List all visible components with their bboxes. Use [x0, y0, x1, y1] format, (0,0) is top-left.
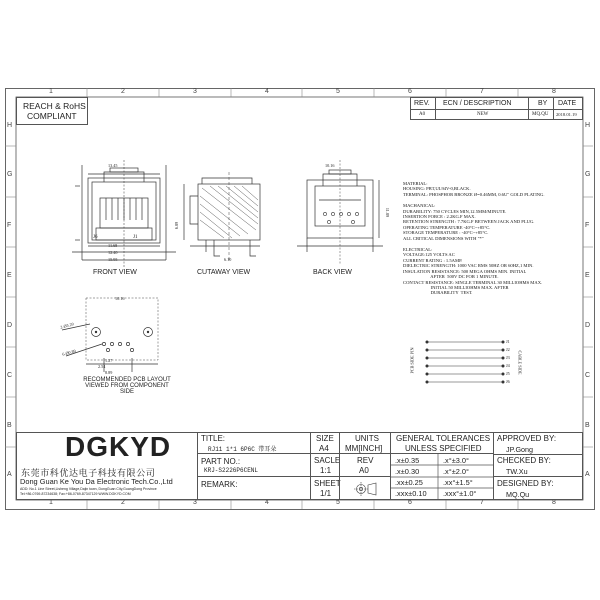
- cutaway-view-caption: CUTAWAY VIEW: [197, 269, 251, 276]
- spec-mechanical-line: ALL CRITICAL DIMENSIONS WITH "*": [403, 235, 484, 241]
- spec-mechanical-line: INSERTION FORCE : 2.2KG.F MAX.: [403, 214, 476, 220]
- by-header: BY: [538, 100, 548, 107]
- spec-electrical-line: DURABILITY TEST.: [403, 290, 473, 296]
- scale-cell: [310, 453, 340, 477]
- by-value: MQ.QU: [532, 112, 549, 117]
- back-dim-width: 10.16: [325, 163, 335, 168]
- row-marker: D: [7, 322, 13, 329]
- checked-value: TW.Xu: [506, 467, 528, 476]
- company-en-name: Dong Guan Ke You Da Electronic Tech.Co.,Ltd: [20, 477, 173, 486]
- rev-cell: [339, 453, 391, 477]
- tolerance-subtitle: UNLESS SPECIFIED: [405, 444, 482, 453]
- size-value: A4: [319, 444, 329, 453]
- col-marker: 4: [265, 88, 269, 95]
- tolerance-linear: .xxx±0.10: [395, 489, 427, 498]
- pcb-caption-line2: VIEWED FROM COMPONENT SIDE: [85, 383, 169, 395]
- col-marker: 1: [49, 88, 53, 95]
- pcb-layout-drawing: [60, 292, 170, 377]
- size-cell: [310, 432, 340, 454]
- tolerance-angular: .x°±3.0°: [443, 456, 469, 465]
- col-marker: 5: [336, 88, 340, 95]
- front-dim-overall: 15.95: [108, 257, 118, 262]
- units-label: UNITS: [355, 434, 379, 443]
- approved-label: APPROVED BY:: [497, 434, 557, 443]
- pcb-dim-pitch: 10.16: [115, 296, 125, 301]
- sheet-label: SHEET: [314, 479, 341, 488]
- scale-value: 1:1: [320, 466, 332, 475]
- spec-electrical-line: AFTER 500V DC FOR 1 MINUTE.: [403, 274, 499, 280]
- back-view-drawing: [295, 160, 385, 265]
- front-dim-body: 12.40: [108, 250, 118, 255]
- ecn-value: NEW: [477, 112, 489, 117]
- row-marker: F: [585, 222, 590, 229]
- tolerance-linear: .xx±0.25: [395, 478, 423, 487]
- rev-label: REV: [357, 456, 374, 465]
- projection-symbol-icon: [354, 482, 378, 496]
- units-cell: [339, 432, 391, 454]
- back-view-caption: BACK VIEW: [313, 269, 352, 276]
- part-label: PART NO.:: [201, 457, 241, 466]
- designed-value: MQ.Qu: [506, 490, 530, 499]
- company-cell: [16, 432, 198, 500]
- ecn-header: ECN / DESCRIPTION: [443, 100, 512, 107]
- units-value: MM[INCH]: [345, 444, 383, 453]
- schematic-pin: J3: [506, 355, 510, 360]
- date-header: DATE: [558, 100, 577, 107]
- schematic-left-label: PCB SIDE PIN: [409, 347, 415, 374]
- title-label: TITLE:: [201, 434, 226, 443]
- front-view-drawing: [70, 160, 180, 270]
- col-marker: 3: [193, 499, 197, 506]
- pcb-dim-3: 8.89: [105, 370, 113, 375]
- row-marker: A: [7, 471, 12, 478]
- approved-cell: [493, 432, 583, 455]
- row-marker: D: [585, 322, 591, 329]
- company-address: ADD: No.1 Line Street,Lisheng Village,Dajin town, DongGuan City,GuangDong Province: [20, 487, 157, 491]
- col-marker: 5: [336, 499, 340, 506]
- size-label: SIZE: [316, 434, 334, 443]
- tolerance-title: GENERAL TOLERANCES: [396, 434, 491, 443]
- spec-electrical-line: CURRENT RATING : 1.5AMP.: [403, 257, 463, 263]
- pcb-dim-2: 2.54: [98, 364, 106, 369]
- designed-label: DESIGNED BY:: [497, 479, 554, 488]
- schematic-pin: J1: [506, 339, 510, 344]
- col-marker: 4: [265, 499, 269, 506]
- tolerance-angular: .xxx°±1.0°: [443, 489, 477, 498]
- spec-electrical-line: CONTACT RESISTANCE: SINGLE TERMINAL 30 MILLIOHMS MAX.: [403, 279, 543, 285]
- remark-cell: [197, 476, 311, 500]
- spec-electrical-line: INITIAL 50 MILLIOHMS MAX. AFTER: [403, 284, 509, 290]
- schematic-pin: J6: [506, 379, 510, 384]
- company-cn-name: 东莞市科优达电子科技有限公司: [21, 468, 156, 478]
- schematic-right-label: CABLE SIDE: [517, 350, 523, 375]
- tolerance-angular: .x°±2.0°: [443, 467, 469, 476]
- pin-schematic: [405, 336, 520, 396]
- pcb-caption-line1: RECOMMENDED PCB LAYOUT: [83, 377, 171, 383]
- col-marker: 3: [193, 88, 197, 95]
- company-logo: DGKYD: [65, 431, 172, 462]
- col-marker: 7: [480, 88, 484, 95]
- tolerance-angular: .xx°±1.5°: [443, 478, 473, 487]
- checked-cell: [493, 454, 583, 477]
- col-marker: 6: [408, 499, 412, 506]
- row-marker: H: [585, 122, 591, 129]
- row-marker: C: [7, 372, 13, 379]
- spec-mechanical-line: STORAGE TEMPERATURE : -40°C~+85°C.: [403, 230, 489, 236]
- row-marker: F: [7, 222, 12, 229]
- col-marker: 7: [480, 499, 484, 506]
- spec-mechanical-title: MACHANICAL:: [403, 203, 436, 209]
- front-dim-width: 13.45: [108, 163, 118, 168]
- row-marker: H: [7, 122, 13, 129]
- col-marker: 2: [121, 499, 125, 506]
- spec-material-line: TERMINAL: PHOSPHOR BRONZE Ø=0.46MM, 0.6U" GOLD PLATING.: [403, 191, 545, 197]
- row-marker: G: [585, 171, 591, 178]
- pcb-caption: [78, 377, 176, 395]
- remark-label: REMARK:: [201, 480, 238, 489]
- projection-cell: [339, 476, 391, 500]
- part-cell: [197, 453, 311, 477]
- row-marker: G: [7, 171, 13, 178]
- spec-electrical-line: VOLTAGE:125 VOLTS AC: [403, 252, 455, 258]
- col-marker: 8: [552, 499, 556, 506]
- date-value: 2018.01.19: [556, 112, 577, 117]
- front-view-caption: FRONT VIEW: [93, 269, 137, 276]
- row-marker: C: [585, 372, 591, 379]
- title-value: RJ11 1*1 6P6C 带耳朵: [208, 446, 277, 453]
- spec-electrical-line: INSULATION RESISTANCE: 500 MEGA OHMS MIN. INITIAL: [403, 268, 527, 274]
- approved-value: JP.Gong: [506, 445, 534, 454]
- compliance-box: [16, 97, 88, 125]
- pcb-dim-peg: 2-Ø3.20: [59, 321, 75, 330]
- compliance-line2: COMPLIANT: [27, 111, 77, 121]
- schematic-pin: J5: [506, 371, 510, 376]
- part-value: KRJ-S2226P6CENL: [204, 467, 259, 474]
- spec-mechanical-line: RETENTION STRENGTH : 7.7KG.F BETWEEN JACK AND PLUG.: [403, 219, 535, 225]
- title-cell: [197, 432, 311, 454]
- spec-electrical-title: ELECTRICAL:: [403, 247, 433, 253]
- col-marker: 8: [552, 88, 556, 95]
- cutaway-view-drawing: [180, 172, 275, 264]
- row-marker: B: [585, 422, 590, 429]
- company-contact: Tel:+86-0769-87234638; Fax:+86-0769-87347129 WWW.DGKYD.COM: [20, 492, 131, 496]
- spec-electrical-line: DIELECTRIC STRENGTH: 1000 VAC RMS 50HZ OR 60HZ,1 MIN.: [403, 263, 534, 269]
- cutaway-dim-depth: 6.10: [224, 257, 232, 262]
- sheet-value: 1/1: [320, 489, 332, 498]
- spec-mechanical-line: OPERATING TEMPERATURE -40°C~+85°C.: [403, 224, 491, 230]
- compliance-line1: REACH & RoHS: [23, 101, 86, 111]
- pcb-dim-1: 1.27: [105, 358, 113, 363]
- front-dim-inner: 11.68: [108, 243, 118, 248]
- front-pin-label-j6: J6: [93, 235, 98, 240]
- checked-label: CHECKED BY:: [497, 456, 551, 465]
- row-marker: E: [585, 272, 590, 279]
- row-marker: B: [7, 422, 12, 429]
- tolerance-linear: .x±0.35: [395, 456, 420, 465]
- row-marker: E: [7, 272, 12, 279]
- sheet-cell: [310, 476, 340, 500]
- col-marker: 2: [121, 88, 125, 95]
- cutaway-dim-height: 6.89: [174, 221, 180, 230]
- rev-value: A0: [419, 112, 426, 117]
- col-marker: 6: [408, 88, 412, 95]
- back-dim-height: 11.89: [385, 207, 391, 218]
- row-marker: A: [585, 471, 590, 478]
- spec-material-line: HOUSING: PBT,UL94V-0,BLACK.: [403, 186, 471, 192]
- scale-label: SACLE: [314, 456, 341, 465]
- schematic-pin: J2: [506, 347, 510, 352]
- spec-material-title: MATERIAL:: [403, 181, 428, 186]
- front-pin-label-j1: J1: [133, 235, 138, 240]
- schematic-pin: J4: [506, 363, 510, 368]
- rev-value: A0: [359, 466, 369, 475]
- rev-header: REV.: [414, 100, 430, 107]
- tolerance-linear: .x±0.30: [395, 467, 420, 476]
- col-marker: 1: [49, 499, 53, 506]
- designed-cell: [493, 476, 583, 500]
- pcb-dim-hole: 6-Ø0.89: [61, 348, 77, 357]
- spec-mechanical-line: DURABILITY: 750 CYCLES MIN,12.5MM/MINUTE.: [403, 208, 507, 214]
- spec-notes: [403, 181, 545, 296]
